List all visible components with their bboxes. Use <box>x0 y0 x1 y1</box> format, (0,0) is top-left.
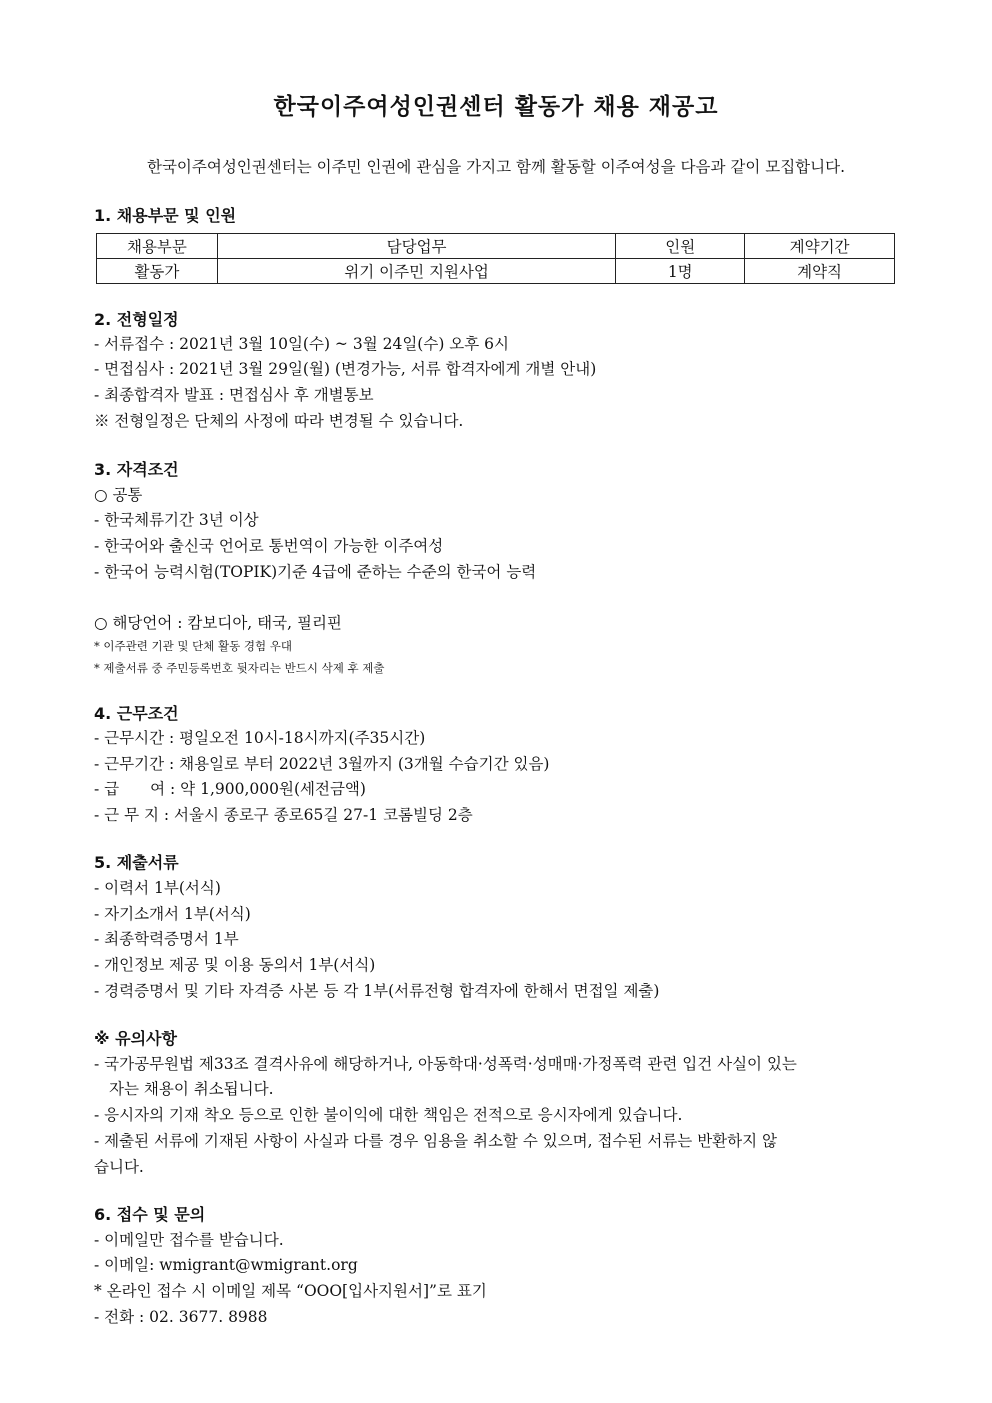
qualification-line: ○ 공통 <box>94 486 143 504</box>
section-1-heading: 1. 채용부문 및 인원 <box>94 206 237 225</box>
document-item: - 개인정보 제공 및 이용 동의서 1부(서식) <box>94 956 376 974</box>
notice-line: - 국가공무원법 제33조 결격사유에 해당하거나, 아동학대·성폭력·성매매·가정폭력 관련 입건 사실이 있는 <box>94 1055 797 1073</box>
section-6-heading: 6. 접수 및 문의 <box>94 1205 206 1224</box>
table-header-cell: 담당업무 <box>217 234 615 259</box>
schedule-line: - 면접심사 : 2021년 3월 29일(월) (변경가능, 서류 합격자에게 개별 안내) <box>94 360 597 378</box>
document-item: - 자기소개서 1부(서식) <box>94 905 251 923</box>
contact-phone: - 전화 : 02. 3677. 8988 <box>94 1308 268 1326</box>
section-5-heading: 5. 제출서류 <box>94 853 179 872</box>
notice-line: - 제출된 서류에 기재된 사항이 사실과 다를 경우 임용을 취소할 수 있으며, 접수된 서류는 반환하지 않 <box>94 1132 777 1150</box>
table-header-cell: 인원 <box>616 234 745 259</box>
table-row <box>97 259 895 284</box>
qualification-line: - 한국어 능력시험(TOPIK)기준 4급에 준하는 수준의 한국어 능력 <box>94 563 537 581</box>
contact-note: * 온라인 접수 시 이메일 제목 “OOO[입사지원서]”로 표기 <box>94 1282 487 1300</box>
qualification-line: ○ 해당언어 : 캄보디아, 태국, 필리핀 <box>94 614 342 632</box>
recruitment-table <box>96 233 895 284</box>
intro-paragraph: 한국이주여성인권센터는 이주민 인권에 관심을 가지고 함께 활동할 이주여성을 다음과 같이 모집합니다. <box>146 158 846 176</box>
notice-heading: ※ 유의사항 <box>94 1029 177 1048</box>
condition-line: - 근무기간 : 채용일로 부터 2022년 3월까지 (3개월 수습기간 있음) <box>94 755 550 773</box>
table-cell: 계약직 <box>745 259 895 284</box>
notice-line: - 응시자의 기재 착오 등으로 인한 불이익에 대한 책임은 전적으로 응시자에게 있습니다. <box>94 1106 683 1124</box>
qualification-note: * 이주관련 기관 및 단체 활동 경험 우대 <box>94 639 292 653</box>
qualification-line: - 한국어와 출신국 언어로 통번역이 가능한 이주여성 <box>94 537 444 555</box>
document-title: 한국이주여성인권센터 활동가 채용 재공고 <box>273 94 719 120</box>
contact-line: - 이메일만 접수를 받습니다. <box>94 1231 284 1249</box>
section-3-heading: 3. 자격조건 <box>94 460 179 479</box>
section-4-heading: 4. 근무조건 <box>94 704 179 723</box>
schedule-line: - 최종합격자 발표 : 면접심사 후 개별통보 <box>94 386 374 404</box>
schedule-note: ※ 전형일정은 단체의 사정에 따라 변경될 수 있습니다. <box>94 412 464 430</box>
document-item: - 최종학력증명서 1부 <box>94 930 239 948</box>
table-header-cell: 계약기간 <box>745 234 895 259</box>
table-header-cell: 채용부문 <box>97 234 218 259</box>
schedule-line: - 서류접수 : 2021년 3월 10일(수) ~ 3월 24일(수) 오후 6시 <box>94 335 510 353</box>
contact-email: - 이메일: wmigrant@wmigrant.org <box>94 1256 358 1274</box>
table-header-row <box>97 234 895 259</box>
notice-line: 습니다. <box>94 1158 144 1176</box>
table-cell: 활동가 <box>97 259 218 284</box>
notice-line: 자는 채용이 취소됩니다. <box>109 1080 274 1098</box>
table-cell: 위기 이주민 지원사업 <box>217 259 615 284</box>
condition-line: - 근무시간 : 평일오전 10시-18시까지(주35시간) <box>94 729 426 747</box>
document-item: - 경력증명서 및 기타 자격증 사본 등 각 1부(서류전형 합격자에 한해서 면접일 제출) <box>94 982 660 1000</box>
section-2-heading: 2. 전형일정 <box>94 310 179 329</box>
condition-line: - 근 무 지 : 서울시 종로구 종로65길 27-1 코롬빌딩 2층 <box>94 806 473 824</box>
document-item: - 이력서 1부(서식) <box>94 879 221 897</box>
qualification-note: * 제출서류 중 주민등록번호 뒷자리는 반드시 삭제 후 제출 <box>94 661 385 675</box>
table-cell: 1명 <box>616 259 745 284</box>
condition-line: - 급 여 : 약 1,900,000원(세전금액) <box>94 780 366 798</box>
qualification-line: - 한국체류기간 3년 이상 <box>94 511 259 529</box>
